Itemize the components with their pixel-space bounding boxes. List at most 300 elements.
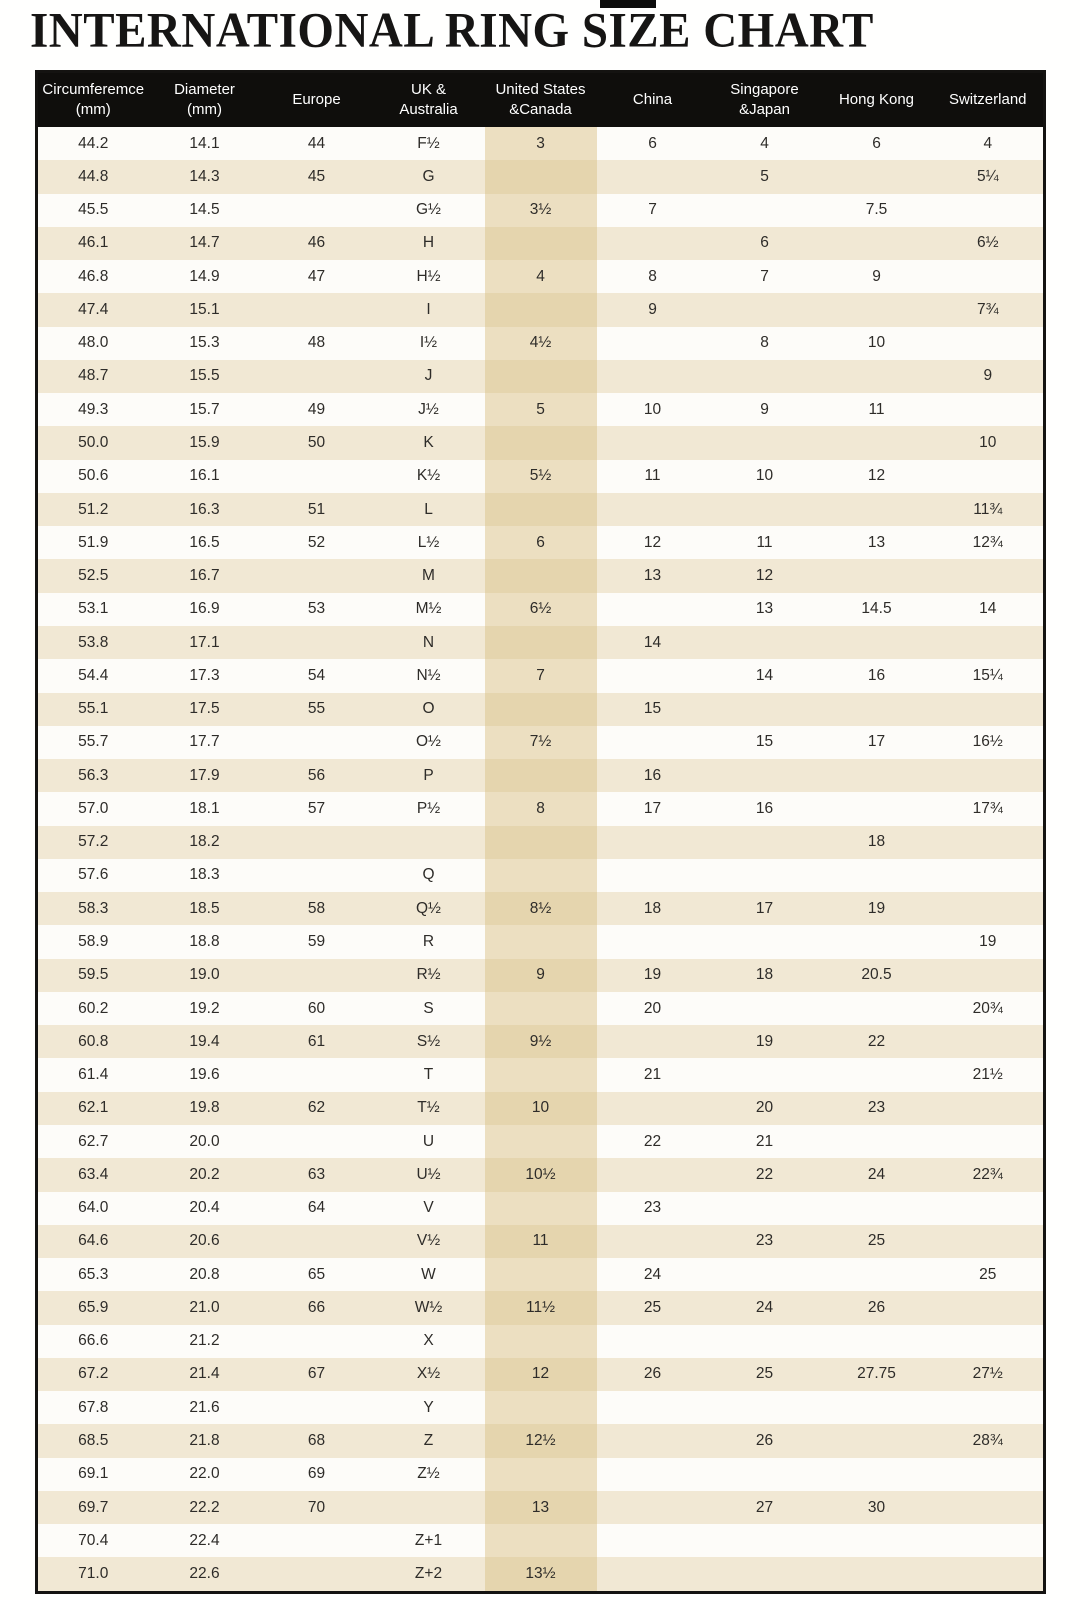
cell-europe: 63: [261, 1158, 373, 1191]
cell-china: [597, 493, 709, 526]
cell-singapore-japan: [709, 1458, 821, 1491]
cell-circumference: 51.9: [37, 526, 149, 559]
table-row: [37, 493, 1045, 526]
cell-uk-australia: Y: [373, 1391, 485, 1424]
cell-china: [597, 227, 709, 260]
cell-diameter: 17.5: [149, 693, 261, 726]
cell-europe: 59: [261, 925, 373, 958]
cell-europe: [261, 194, 373, 227]
cell-europe: [261, 293, 373, 326]
cell-switzerland: [933, 1291, 1045, 1324]
table-row: [37, 160, 1045, 193]
cell-circumference: 46.1: [37, 227, 149, 260]
cell-europe: [261, 360, 373, 393]
cell-us-canada: 9: [485, 959, 597, 992]
cell-uk-australia: L: [373, 493, 485, 526]
cell-singapore-japan: 22: [709, 1158, 821, 1191]
cell-switzerland: [933, 1225, 1045, 1258]
cell-us-canada: [485, 859, 597, 892]
cell-circumference: 46.8: [37, 260, 149, 293]
cell-diameter: 14.9: [149, 260, 261, 293]
column-header-switzerland: Switzerland: [933, 72, 1045, 128]
cell-switzerland: 10: [933, 426, 1045, 459]
cell-circumference: 60.8: [37, 1025, 149, 1058]
cell-us-canada: 9½: [485, 1025, 597, 1058]
cell-hong-kong: 24: [821, 1158, 933, 1191]
cell-diameter: 18.1: [149, 792, 261, 825]
cell-singapore-japan: 16: [709, 792, 821, 825]
table-row: [37, 859, 1045, 892]
cell-diameter: 21.0: [149, 1291, 261, 1324]
cell-europe: [261, 1225, 373, 1258]
cell-uk-australia: H: [373, 227, 485, 260]
cell-china: [597, 826, 709, 859]
cell-us-canada: 11½: [485, 1291, 597, 1324]
column-header-hong-kong: Hong Kong: [821, 72, 933, 128]
cell-singapore-japan: [709, 1557, 821, 1592]
cell-us-canada: [485, 360, 597, 393]
cell-hong-kong: 27.75: [821, 1358, 933, 1391]
cell-us-canada: [485, 1524, 597, 1557]
cell-circumference: 45.5: [37, 194, 149, 227]
table-row: [37, 992, 1045, 1025]
cell-singapore-japan: 12: [709, 559, 821, 592]
cell-china: [597, 327, 709, 360]
cell-circumference: 61.4: [37, 1058, 149, 1091]
column-header-uk-australia: UK & Australia: [373, 72, 485, 128]
cell-uk-australia: N½: [373, 659, 485, 692]
cell-us-canada: [485, 992, 597, 1025]
cell-switzerland: [933, 1491, 1045, 1524]
table-row: [37, 1557, 1045, 1592]
cell-europe: 60: [261, 992, 373, 1025]
cell-circumference: 48.7: [37, 360, 149, 393]
cell-circumference: 67.8: [37, 1391, 149, 1424]
cell-us-canada: [485, 759, 597, 792]
cell-uk-australia: O½: [373, 726, 485, 759]
cell-switzerland: [933, 194, 1045, 227]
cell-switzerland: 21½: [933, 1058, 1045, 1091]
cell-singapore-japan: 26: [709, 1424, 821, 1457]
cell-china: 22: [597, 1125, 709, 1158]
cell-china: 11: [597, 460, 709, 493]
cell-diameter: 22.4: [149, 1524, 261, 1557]
cell-diameter: 17.3: [149, 659, 261, 692]
cell-uk-australia: R: [373, 925, 485, 958]
cell-europe: 64: [261, 1192, 373, 1225]
cell-europe: [261, 859, 373, 892]
cell-uk-australia: Z½: [373, 1458, 485, 1491]
cell-diameter: 15.5: [149, 360, 261, 393]
cell-hong-kong: 11: [821, 393, 933, 426]
cell-china: [597, 426, 709, 459]
cell-diameter: 14.3: [149, 160, 261, 193]
page-title: INTERNATIONAL RING SIZE CHART: [30, 3, 874, 59]
cell-switzerland: [933, 693, 1045, 726]
cell-circumference: 57.6: [37, 859, 149, 892]
cell-diameter: 16.1: [149, 460, 261, 493]
cell-china: [597, 1325, 709, 1358]
cell-china: 14: [597, 626, 709, 659]
cell-singapore-japan: 25: [709, 1358, 821, 1391]
cell-europe: 70: [261, 1491, 373, 1524]
cell-diameter: 16.9: [149, 593, 261, 626]
cell-singapore-japan: 21: [709, 1125, 821, 1158]
table-row: [37, 460, 1045, 493]
table-row: [37, 426, 1045, 459]
cell-us-canada: [485, 293, 597, 326]
cell-uk-australia: F½: [373, 127, 485, 160]
cell-china: 19: [597, 959, 709, 992]
cell-switzerland: [933, 859, 1045, 892]
table-row: [37, 626, 1045, 659]
cell-europe: 49: [261, 393, 373, 426]
cell-us-canada: 10: [485, 1092, 597, 1125]
cell-singapore-japan: [709, 1524, 821, 1557]
table-row: [37, 659, 1045, 692]
cell-switzerland: 11¾: [933, 493, 1045, 526]
cell-hong-kong: 20.5: [821, 959, 933, 992]
cell-circumference: 44.8: [37, 160, 149, 193]
cell-europe: 68: [261, 1424, 373, 1457]
cell-diameter: 19.2: [149, 992, 261, 1025]
cell-us-canada: 7½: [485, 726, 597, 759]
cell-uk-australia: V: [373, 1192, 485, 1225]
cell-china: 6: [597, 127, 709, 160]
cell-singapore-japan: [709, 194, 821, 227]
cell-singapore-japan: [709, 759, 821, 792]
cell-us-canada: [485, 426, 597, 459]
table-row: [37, 1258, 1045, 1291]
cell-uk-australia: Q½: [373, 892, 485, 925]
cell-switzerland: 15¼: [933, 659, 1045, 692]
cell-hong-kong: [821, 227, 933, 260]
cell-circumference: 55.7: [37, 726, 149, 759]
cell-diameter: 22.6: [149, 1557, 261, 1592]
table-row: [37, 260, 1045, 293]
cell-china: 9: [597, 293, 709, 326]
cell-hong-kong: 22: [821, 1025, 933, 1058]
cell-diameter: 19.6: [149, 1058, 261, 1091]
cell-europe: [261, 626, 373, 659]
cell-us-canada: 11: [485, 1225, 597, 1258]
cell-singapore-japan: [709, 626, 821, 659]
cell-hong-kong: [821, 1058, 933, 1091]
cell-us-canada: [485, 227, 597, 260]
cell-hong-kong: [821, 1458, 933, 1491]
cell-china: [597, 1025, 709, 1058]
cell-switzerland: 5¼: [933, 160, 1045, 193]
cell-us-canada: 6½: [485, 593, 597, 626]
cell-china: 8: [597, 260, 709, 293]
cell-circumference: 59.5: [37, 959, 149, 992]
cell-hong-kong: [821, 1125, 933, 1158]
table-row: [37, 1491, 1045, 1524]
cell-diameter: 20.0: [149, 1125, 261, 1158]
cell-diameter: 17.9: [149, 759, 261, 792]
cell-singapore-japan: 8: [709, 327, 821, 360]
cell-circumference: 54.4: [37, 659, 149, 692]
cell-diameter: 20.8: [149, 1258, 261, 1291]
cell-europe: 54: [261, 659, 373, 692]
cell-circumference: 69.1: [37, 1458, 149, 1491]
cell-us-canada: 12: [485, 1358, 597, 1391]
cell-circumference: 65.3: [37, 1258, 149, 1291]
cell-hong-kong: [821, 559, 933, 592]
cell-us-canada: 10½: [485, 1158, 597, 1191]
cell-singapore-japan: 13: [709, 593, 821, 626]
cell-uk-australia: Q: [373, 859, 485, 892]
cell-europe: 69: [261, 1458, 373, 1491]
cell-hong-kong: [821, 493, 933, 526]
table-row: [37, 1025, 1045, 1058]
cell-uk-australia: W½: [373, 1291, 485, 1324]
cell-diameter: 17.7: [149, 726, 261, 759]
cell-singapore-japan: [709, 426, 821, 459]
cell-switzerland: 9: [933, 360, 1045, 393]
cell-uk-australia: M½: [373, 593, 485, 626]
cell-china: 12: [597, 526, 709, 559]
cell-circumference: 66.6: [37, 1325, 149, 1358]
cell-hong-kong: [821, 626, 933, 659]
cell-singapore-japan: [709, 1058, 821, 1091]
cell-europe: 50: [261, 426, 373, 459]
cell-us-canada: 3½: [485, 194, 597, 227]
cell-us-canada: [485, 160, 597, 193]
cell-switzerland: 7¾: [933, 293, 1045, 326]
cell-hong-kong: 30: [821, 1491, 933, 1524]
cell-hong-kong: [821, 1325, 933, 1358]
cell-uk-australia: J: [373, 360, 485, 393]
column-header-us-canada: United States &Canada: [485, 72, 597, 128]
cell-europe: [261, 1524, 373, 1557]
cell-circumference: 50.6: [37, 460, 149, 493]
cell-uk-australia: G½: [373, 194, 485, 227]
cell-europe: [261, 826, 373, 859]
cell-europe: [261, 959, 373, 992]
cell-diameter: 14.7: [149, 227, 261, 260]
cell-singapore-japan: 20: [709, 1092, 821, 1125]
table-header-row: [37, 72, 1045, 128]
cell-uk-australia: G: [373, 160, 485, 193]
cell-hong-kong: [821, 1258, 933, 1291]
cell-china: [597, 1391, 709, 1424]
table-row: [37, 293, 1045, 326]
table-row: [37, 1524, 1045, 1557]
cell-uk-australia: Z: [373, 1424, 485, 1457]
cell-switzerland: [933, 1025, 1045, 1058]
cell-circumference: 68.5: [37, 1424, 149, 1457]
cell-us-canada: 3: [485, 127, 597, 160]
cell-hong-kong: [821, 925, 933, 958]
cell-us-canada: [485, 693, 597, 726]
cell-uk-australia: X: [373, 1325, 485, 1358]
cell-us-canada: [485, 1058, 597, 1091]
cell-circumference: 64.6: [37, 1225, 149, 1258]
cell-europe: 51: [261, 493, 373, 526]
cell-switzerland: 20¾: [933, 992, 1045, 1025]
cell-uk-australia: [373, 1491, 485, 1524]
cell-circumference: 71.0: [37, 1557, 149, 1592]
cell-hong-kong: [821, 426, 933, 459]
cell-singapore-japan: 23: [709, 1225, 821, 1258]
table-row: [37, 959, 1045, 992]
cell-europe: 52: [261, 526, 373, 559]
cell-europe: [261, 460, 373, 493]
table-row: [37, 1092, 1045, 1125]
cell-us-canada: 7: [485, 659, 597, 692]
cell-uk-australia: Z+2: [373, 1557, 485, 1592]
cell-china: [597, 859, 709, 892]
cell-circumference: 48.0: [37, 327, 149, 360]
cell-circumference: 64.0: [37, 1192, 149, 1225]
cell-us-canada: 13½: [485, 1557, 597, 1592]
cell-china: [597, 1092, 709, 1125]
cell-switzerland: 6½: [933, 227, 1045, 260]
cell-circumference: 49.3: [37, 393, 149, 426]
cell-diameter: 20.4: [149, 1192, 261, 1225]
cell-circumference: 60.2: [37, 992, 149, 1025]
cell-europe: 67: [261, 1358, 373, 1391]
cell-circumference: 69.7: [37, 1491, 149, 1524]
cell-us-canada: [485, 559, 597, 592]
cell-hong-kong: [821, 1524, 933, 1557]
cell-hong-kong: [821, 792, 933, 825]
cell-diameter: 16.5: [149, 526, 261, 559]
cell-diameter: 15.9: [149, 426, 261, 459]
cell-uk-australia: [373, 826, 485, 859]
table-row: [37, 1225, 1045, 1258]
cell-europe: 47: [261, 260, 373, 293]
cell-diameter: 22.2: [149, 1491, 261, 1524]
table-row: [37, 1192, 1045, 1225]
cell-singapore-japan: 24: [709, 1291, 821, 1324]
cell-hong-kong: 6: [821, 127, 933, 160]
cell-china: [597, 593, 709, 626]
cell-uk-australia: S: [373, 992, 485, 1025]
table-row: [37, 1358, 1045, 1391]
cell-switzerland: [933, 826, 1045, 859]
cell-diameter: 21.4: [149, 1358, 261, 1391]
table-row: [37, 360, 1045, 393]
cell-us-canada: 4½: [485, 327, 597, 360]
cell-uk-australia: T½: [373, 1092, 485, 1125]
cell-us-canada: 8: [485, 792, 597, 825]
cell-switzerland: [933, 1092, 1045, 1125]
cell-diameter: 15.7: [149, 393, 261, 426]
cell-hong-kong: [821, 992, 933, 1025]
cell-singapore-japan: 9: [709, 393, 821, 426]
cell-china: 21: [597, 1058, 709, 1091]
cell-china: [597, 1524, 709, 1557]
cell-china: [597, 1557, 709, 1592]
cell-singapore-japan: 4: [709, 127, 821, 160]
cell-switzerland: [933, 1391, 1045, 1424]
cell-uk-australia: V½: [373, 1225, 485, 1258]
cell-singapore-japan: 5: [709, 160, 821, 193]
cell-china: 16: [597, 759, 709, 792]
cell-uk-australia: K: [373, 426, 485, 459]
cell-uk-australia: U: [373, 1125, 485, 1158]
cell-diameter: 18.2: [149, 826, 261, 859]
cell-circumference: 58.3: [37, 892, 149, 925]
cell-diameter: 15.3: [149, 327, 261, 360]
column-header-circumference: Circumferemce (mm): [37, 72, 149, 128]
table-row: [37, 327, 1045, 360]
cell-switzerland: 16½: [933, 726, 1045, 759]
cell-singapore-japan: [709, 826, 821, 859]
cell-switzerland: [933, 1325, 1045, 1358]
cell-uk-australia: U½: [373, 1158, 485, 1191]
cell-europe: 66: [261, 1291, 373, 1324]
table-row: [37, 127, 1045, 160]
cell-us-canada: 5½: [485, 460, 597, 493]
table-row: [37, 759, 1045, 792]
cell-china: 15: [597, 693, 709, 726]
cell-hong-kong: [821, 759, 933, 792]
cell-singapore-japan: [709, 1391, 821, 1424]
cell-china: 10: [597, 393, 709, 426]
cell-singapore-japan: [709, 360, 821, 393]
cell-diameter: 17.1: [149, 626, 261, 659]
cell-hong-kong: 19: [821, 892, 933, 925]
cell-singapore-japan: [709, 493, 821, 526]
cell-diameter: 21.6: [149, 1391, 261, 1424]
cell-uk-australia: S½: [373, 1025, 485, 1058]
cell-uk-australia: X½: [373, 1358, 485, 1391]
cell-switzerland: [933, 1557, 1045, 1592]
cell-europe: 58: [261, 892, 373, 925]
cell-switzerland: [933, 1524, 1045, 1557]
cell-uk-australia: K½: [373, 460, 485, 493]
cell-hong-kong: [821, 360, 933, 393]
cell-singapore-japan: 6: [709, 227, 821, 260]
cell-circumference: 47.4: [37, 293, 149, 326]
cell-us-canada: [485, 626, 597, 659]
cell-china: 18: [597, 892, 709, 925]
cell-europe: 61: [261, 1025, 373, 1058]
cell-diameter: 16.7: [149, 559, 261, 592]
cell-us-canada: [485, 1391, 597, 1424]
cell-switzerland: [933, 327, 1045, 360]
cell-diameter: 21.2: [149, 1325, 261, 1358]
cell-us-canada: [485, 1125, 597, 1158]
cell-hong-kong: 14.5: [821, 593, 933, 626]
cell-europe: 56: [261, 759, 373, 792]
cell-circumference: 63.4: [37, 1158, 149, 1191]
cell-europe: 44: [261, 127, 373, 160]
cell-hong-kong: [821, 1192, 933, 1225]
cell-diameter: 14.5: [149, 194, 261, 227]
table-row: [37, 194, 1045, 227]
cell-uk-australia: L½: [373, 526, 485, 559]
cell-switzerland: [933, 393, 1045, 426]
cell-singapore-japan: [709, 1325, 821, 1358]
cell-hong-kong: 26: [821, 1291, 933, 1324]
cell-singapore-japan: [709, 925, 821, 958]
table-row: [37, 1291, 1045, 1324]
cell-china: 20: [597, 992, 709, 1025]
cell-uk-australia: I½: [373, 327, 485, 360]
cell-china: [597, 360, 709, 393]
cell-circumference: 62.1: [37, 1092, 149, 1125]
cell-circumference: 57.0: [37, 792, 149, 825]
cell-singapore-japan: [709, 1258, 821, 1291]
cell-circumference: 56.3: [37, 759, 149, 792]
cell-china: [597, 659, 709, 692]
table-row: [37, 227, 1045, 260]
cell-europe: 65: [261, 1258, 373, 1291]
